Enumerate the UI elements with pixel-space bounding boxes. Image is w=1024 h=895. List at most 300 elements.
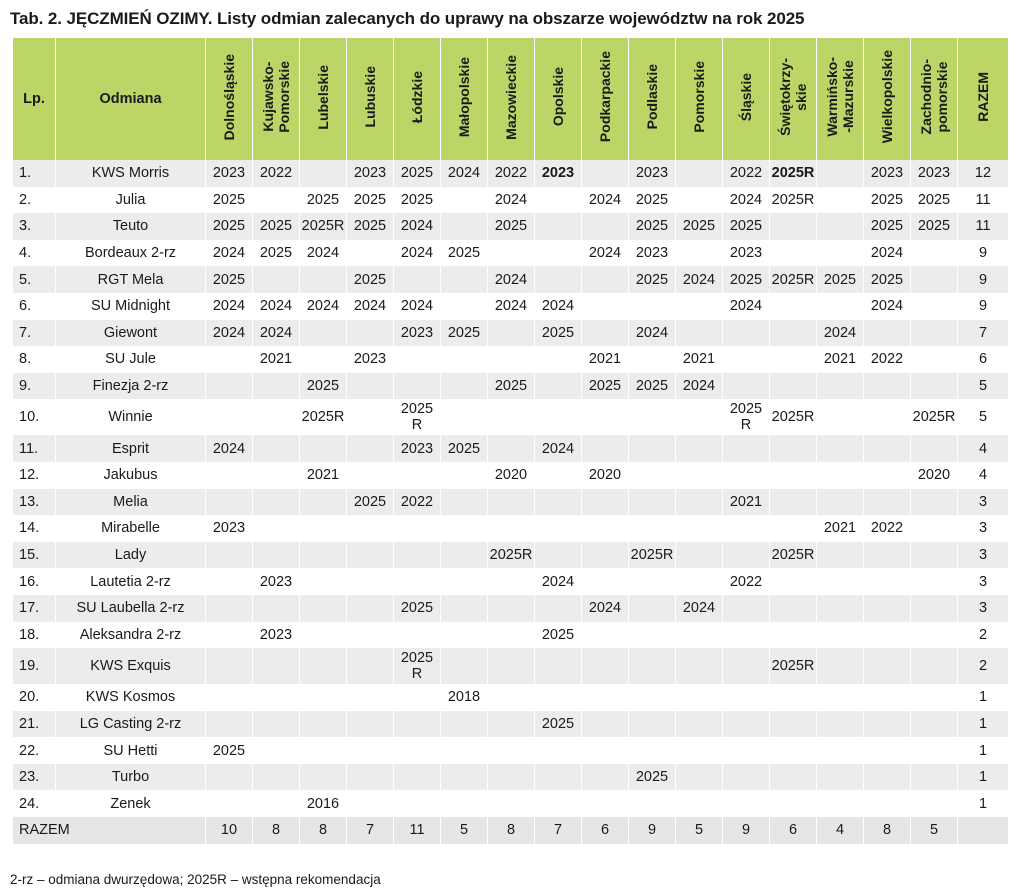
region-cell bbox=[911, 515, 958, 542]
region-cell: 2024 bbox=[441, 160, 488, 187]
table-row bbox=[13, 462, 1009, 489]
region-cell bbox=[535, 373, 582, 400]
summary-cell: 4 bbox=[817, 817, 864, 844]
region-cell: 2023 bbox=[629, 160, 676, 187]
region-cell bbox=[300, 622, 347, 649]
variety-name: Lady bbox=[56, 542, 206, 569]
region-cell bbox=[394, 684, 441, 711]
variety-name: Melia bbox=[56, 489, 206, 516]
region-cell bbox=[911, 240, 958, 267]
header-region bbox=[253, 38, 300, 160]
region-cell bbox=[770, 240, 817, 267]
region-cell: 2021 bbox=[676, 346, 723, 373]
region-cell bbox=[864, 790, 911, 817]
region-cell: 2024 bbox=[206, 240, 253, 267]
region-cell bbox=[770, 462, 817, 489]
region-cell bbox=[864, 764, 911, 791]
region-cell: 2025 bbox=[441, 320, 488, 347]
region-cell bbox=[864, 622, 911, 649]
table-row bbox=[13, 240, 1009, 267]
region-cell bbox=[394, 373, 441, 400]
header-region-label: Małopolskie bbox=[456, 56, 472, 138]
region-cell bbox=[817, 737, 864, 764]
region-cell bbox=[817, 240, 864, 267]
region-cell: 2024 bbox=[394, 240, 441, 267]
region-cell bbox=[535, 266, 582, 293]
variety-name: Bordeaux 2-rz bbox=[56, 240, 206, 267]
region-cell: 2025 bbox=[253, 213, 300, 240]
region-cell bbox=[770, 711, 817, 738]
region-cell bbox=[535, 462, 582, 489]
region-cell: 2023 bbox=[394, 320, 441, 347]
row-number: 2. bbox=[13, 187, 56, 214]
region-cell: 2023 bbox=[347, 346, 394, 373]
region-cell bbox=[770, 684, 817, 711]
variety-name: LG Casting 2-rz bbox=[56, 711, 206, 738]
region-cell: 2025R bbox=[770, 266, 817, 293]
region-cell bbox=[864, 399, 911, 435]
region-cell bbox=[300, 737, 347, 764]
region-cell bbox=[676, 622, 723, 649]
row-number: 6. bbox=[13, 293, 56, 320]
summary-cell: 6 bbox=[582, 817, 629, 844]
region-cell bbox=[911, 435, 958, 462]
region-cell bbox=[911, 568, 958, 595]
region-cell bbox=[300, 515, 347, 542]
region-cell: 2025 bbox=[629, 266, 676, 293]
region-cell bbox=[300, 435, 347, 462]
region-cell bbox=[253, 711, 300, 738]
region-cell: 2025 bbox=[629, 213, 676, 240]
region-cell: 2024 bbox=[206, 320, 253, 347]
table-row bbox=[13, 595, 1009, 622]
region-cell: 2024 bbox=[582, 595, 629, 622]
row-total: 2 bbox=[958, 622, 1009, 649]
region-cell bbox=[676, 648, 723, 684]
region-cell bbox=[676, 568, 723, 595]
region-cell bbox=[253, 435, 300, 462]
header-region-label: Warmińsko- -Mazurskie bbox=[824, 57, 856, 137]
region-cell: 2025 bbox=[911, 213, 958, 240]
region-cell bbox=[817, 622, 864, 649]
region-cell bbox=[864, 373, 911, 400]
region-cell bbox=[253, 684, 300, 711]
region-cell bbox=[441, 213, 488, 240]
region-cell: 2025 bbox=[535, 622, 582, 649]
region-cell bbox=[676, 711, 723, 738]
region-cell bbox=[817, 764, 864, 791]
region-cell: 2025 bbox=[723, 213, 770, 240]
region-cell bbox=[441, 790, 488, 817]
table-row bbox=[13, 399, 1009, 435]
region-cell: 2020 bbox=[488, 462, 535, 489]
region-cell bbox=[441, 489, 488, 516]
region-cell bbox=[676, 737, 723, 764]
region-cell bbox=[488, 684, 535, 711]
region-cell bbox=[676, 320, 723, 347]
region-cell: 2023 bbox=[253, 622, 300, 649]
region-cell: 2024 bbox=[817, 320, 864, 347]
region-cell bbox=[206, 346, 253, 373]
variety-name: Mirabelle bbox=[56, 515, 206, 542]
region-cell: 2025 bbox=[394, 187, 441, 214]
row-number: 3. bbox=[13, 213, 56, 240]
region-cell bbox=[253, 399, 300, 435]
variety-name: Teuto bbox=[56, 213, 206, 240]
footnote: 2-rz – odmiana dwurzędowa; 2025R – wstępna rekomendacja bbox=[10, 872, 381, 887]
row-number: 4. bbox=[13, 240, 56, 267]
summary-cell: 5 bbox=[441, 817, 488, 844]
region-cell bbox=[394, 462, 441, 489]
header-region-label: Łódzkie bbox=[409, 70, 425, 124]
region-cell: 2022 bbox=[488, 160, 535, 187]
region-cell bbox=[347, 764, 394, 791]
region-cell bbox=[770, 568, 817, 595]
region-cell bbox=[629, 489, 676, 516]
region-cell bbox=[300, 160, 347, 187]
region-cell: 2024 bbox=[347, 293, 394, 320]
region-cell bbox=[206, 684, 253, 711]
region-cell bbox=[911, 293, 958, 320]
region-cell bbox=[582, 320, 629, 347]
region-cell bbox=[394, 711, 441, 738]
region-cell: 2025 R bbox=[723, 399, 770, 435]
region-cell bbox=[911, 790, 958, 817]
region-cell bbox=[629, 462, 676, 489]
region-cell bbox=[394, 737, 441, 764]
row-total: 4 bbox=[958, 435, 1009, 462]
table-row bbox=[13, 489, 1009, 516]
region-cell bbox=[347, 684, 394, 711]
region-cell bbox=[723, 648, 770, 684]
header-region-label: Mazowieckie bbox=[503, 54, 519, 140]
region-cell bbox=[629, 790, 676, 817]
header-region bbox=[347, 38, 394, 160]
variety-name: Winnie bbox=[56, 399, 206, 435]
region-cell: 2025 R bbox=[394, 399, 441, 435]
region-cell bbox=[535, 399, 582, 435]
region-cell: 2024 bbox=[676, 373, 723, 400]
region-cell: 2023 bbox=[629, 240, 676, 267]
region-cell bbox=[723, 462, 770, 489]
region-cell: 2025R bbox=[911, 399, 958, 435]
region-cell bbox=[864, 462, 911, 489]
region-cell bbox=[911, 622, 958, 649]
region-cell bbox=[488, 711, 535, 738]
region-cell bbox=[911, 320, 958, 347]
row-number: 10. bbox=[13, 399, 56, 435]
region-cell bbox=[300, 711, 347, 738]
row-number: 15. bbox=[13, 542, 56, 569]
region-cell: 2024 bbox=[535, 293, 582, 320]
region-cell: 2025 bbox=[535, 320, 582, 347]
region-cell bbox=[253, 648, 300, 684]
table-row bbox=[13, 346, 1009, 373]
region-cell bbox=[300, 542, 347, 569]
region-cell: 2020 bbox=[911, 462, 958, 489]
table-row bbox=[13, 648, 1009, 684]
region-cell bbox=[864, 542, 911, 569]
region-cell bbox=[488, 737, 535, 764]
region-cell bbox=[394, 568, 441, 595]
region-cell bbox=[676, 160, 723, 187]
region-cell: 2025R bbox=[300, 213, 347, 240]
region-cell: 2025 bbox=[723, 266, 770, 293]
region-cell bbox=[535, 187, 582, 214]
row-number: 11. bbox=[13, 435, 56, 462]
header-region bbox=[300, 38, 347, 160]
region-cell bbox=[582, 622, 629, 649]
region-cell: 2023 bbox=[394, 435, 441, 462]
region-cell: 2025 bbox=[488, 213, 535, 240]
region-cell bbox=[817, 160, 864, 187]
region-cell bbox=[535, 542, 582, 569]
region-cell bbox=[723, 595, 770, 622]
region-cell bbox=[770, 764, 817, 791]
region-cell bbox=[629, 711, 676, 738]
row-number: 1. bbox=[13, 160, 56, 187]
region-cell bbox=[488, 568, 535, 595]
region-cell bbox=[582, 764, 629, 791]
region-cell bbox=[582, 711, 629, 738]
region-cell bbox=[535, 648, 582, 684]
region-cell bbox=[253, 542, 300, 569]
region-cell bbox=[253, 737, 300, 764]
region-cell bbox=[347, 542, 394, 569]
row-total: 1 bbox=[958, 764, 1009, 791]
variety-name: KWS Morris bbox=[56, 160, 206, 187]
region-cell bbox=[535, 737, 582, 764]
header-region bbox=[206, 38, 253, 160]
region-cell: 2025 bbox=[394, 160, 441, 187]
header-region-label: Wielkopolskie bbox=[879, 50, 895, 144]
row-total: 3 bbox=[958, 489, 1009, 516]
region-cell bbox=[864, 648, 911, 684]
region-cell bbox=[206, 542, 253, 569]
table-row bbox=[13, 764, 1009, 791]
region-cell: 2024 bbox=[723, 187, 770, 214]
variety-name: KWS Kosmos bbox=[56, 684, 206, 711]
header-region-label: Kujawsko- Pomorskie bbox=[260, 61, 292, 133]
region-cell bbox=[347, 595, 394, 622]
region-cell bbox=[347, 399, 394, 435]
region-cell bbox=[582, 542, 629, 569]
region-cell bbox=[441, 568, 488, 595]
variety-name: Julia bbox=[56, 187, 206, 214]
header-region bbox=[535, 38, 582, 160]
region-cell: 2025 bbox=[535, 711, 582, 738]
header-region bbox=[864, 38, 911, 160]
region-cell bbox=[582, 266, 629, 293]
row-total: 1 bbox=[958, 711, 1009, 738]
region-cell bbox=[535, 684, 582, 711]
variety-name: SU Midnight bbox=[56, 293, 206, 320]
region-cell bbox=[441, 711, 488, 738]
region-cell bbox=[535, 595, 582, 622]
region-cell bbox=[676, 764, 723, 791]
region-cell bbox=[676, 684, 723, 711]
region-cell: 2025 bbox=[864, 266, 911, 293]
region-cell bbox=[253, 462, 300, 489]
row-total: 1 bbox=[958, 737, 1009, 764]
region-cell: 2023 bbox=[535, 160, 582, 187]
region-cell: 2024 bbox=[723, 293, 770, 320]
variety-name: SU Laubella 2-rz bbox=[56, 595, 206, 622]
region-cell bbox=[911, 764, 958, 791]
header-region-label: Zachodnio- pomorskie bbox=[918, 59, 950, 135]
variety-name: KWS Exquis bbox=[56, 648, 206, 684]
region-cell bbox=[817, 293, 864, 320]
table-row bbox=[13, 213, 1009, 240]
region-cell bbox=[723, 515, 770, 542]
header-region-label: Podkarpackie bbox=[597, 51, 613, 143]
region-cell bbox=[864, 711, 911, 738]
variety-name: Lautetia 2-rz bbox=[56, 568, 206, 595]
row-total: 2 bbox=[958, 648, 1009, 684]
region-cell bbox=[488, 320, 535, 347]
region-cell: 2025 bbox=[629, 187, 676, 214]
region-cell bbox=[676, 462, 723, 489]
region-cell: 2025R bbox=[770, 160, 817, 187]
row-total: 1 bbox=[958, 790, 1009, 817]
region-cell: 2023 bbox=[723, 240, 770, 267]
header-total-label: RAZEM bbox=[975, 72, 991, 122]
region-cell: 2016 bbox=[300, 790, 347, 817]
region-cell: 2023 bbox=[347, 160, 394, 187]
region-cell bbox=[817, 187, 864, 214]
region-cell bbox=[253, 515, 300, 542]
region-cell bbox=[817, 435, 864, 462]
region-cell bbox=[770, 489, 817, 516]
region-cell: 2024 bbox=[394, 213, 441, 240]
region-cell bbox=[488, 346, 535, 373]
summary-cell: 7 bbox=[535, 817, 582, 844]
region-cell bbox=[911, 489, 958, 516]
header-variety: Odmiana bbox=[56, 38, 206, 160]
region-cell bbox=[817, 595, 864, 622]
row-number: 20. bbox=[13, 684, 56, 711]
region-cell bbox=[535, 790, 582, 817]
region-cell: 2025 bbox=[347, 266, 394, 293]
region-cell bbox=[629, 435, 676, 462]
region-cell bbox=[864, 684, 911, 711]
region-cell bbox=[347, 568, 394, 595]
header-region-label: Lubuskie bbox=[362, 66, 378, 128]
region-cell: 2024 bbox=[488, 266, 535, 293]
region-cell bbox=[347, 515, 394, 542]
region-cell bbox=[347, 462, 394, 489]
region-cell bbox=[582, 213, 629, 240]
region-cell: 2018 bbox=[441, 684, 488, 711]
region-cell: 2021 bbox=[723, 489, 770, 516]
header-region bbox=[582, 38, 629, 160]
region-cell bbox=[582, 435, 629, 462]
variety-name: Giewont bbox=[56, 320, 206, 347]
summary-row bbox=[13, 817, 1009, 844]
region-cell bbox=[864, 595, 911, 622]
region-cell bbox=[441, 648, 488, 684]
variety-name: Turbo bbox=[56, 764, 206, 791]
region-cell: 2022 bbox=[723, 568, 770, 595]
summary-cell: 8 bbox=[864, 817, 911, 844]
region-cell bbox=[582, 568, 629, 595]
region-cell bbox=[206, 648, 253, 684]
region-cell: 2024 bbox=[300, 293, 347, 320]
region-cell bbox=[770, 293, 817, 320]
region-cell bbox=[676, 187, 723, 214]
region-cell: 2025 bbox=[300, 187, 347, 214]
table-body bbox=[13, 160, 1009, 844]
region-cell bbox=[770, 435, 817, 462]
header-region-label: Opolskie bbox=[550, 67, 566, 127]
region-cell bbox=[723, 320, 770, 347]
table-row bbox=[13, 790, 1009, 817]
region-cell bbox=[676, 293, 723, 320]
region-cell bbox=[394, 790, 441, 817]
row-total: 9 bbox=[958, 266, 1009, 293]
region-cell bbox=[676, 542, 723, 569]
header-row bbox=[13, 38, 1009, 160]
region-cell bbox=[394, 515, 441, 542]
summary-total bbox=[958, 817, 1009, 844]
region-cell bbox=[770, 622, 817, 649]
summary-cell: 9 bbox=[629, 817, 676, 844]
summary-cell: 9 bbox=[723, 817, 770, 844]
region-cell bbox=[488, 648, 535, 684]
region-cell: 2024 bbox=[864, 240, 911, 267]
row-number: 22. bbox=[13, 737, 56, 764]
region-cell bbox=[723, 790, 770, 817]
region-cell bbox=[441, 346, 488, 373]
header-region-label: Podlaskie bbox=[644, 64, 660, 130]
region-cell: 2023 bbox=[253, 568, 300, 595]
region-cell bbox=[206, 399, 253, 435]
summary-cell: 11 bbox=[394, 817, 441, 844]
summary-cell: 8 bbox=[300, 817, 347, 844]
row-number: 14. bbox=[13, 515, 56, 542]
region-cell bbox=[582, 293, 629, 320]
region-cell bbox=[441, 515, 488, 542]
region-cell bbox=[911, 648, 958, 684]
region-cell: 2025 bbox=[253, 240, 300, 267]
row-number: 23. bbox=[13, 764, 56, 791]
region-cell bbox=[723, 764, 770, 791]
region-cell: 2021 bbox=[300, 462, 347, 489]
region-cell bbox=[441, 293, 488, 320]
summary-cell: 5 bbox=[911, 817, 958, 844]
region-cell bbox=[911, 684, 958, 711]
region-cell bbox=[300, 346, 347, 373]
table-row bbox=[13, 435, 1009, 462]
variety-name: RGT Mela bbox=[56, 266, 206, 293]
region-cell: 2023 bbox=[911, 160, 958, 187]
region-cell bbox=[347, 648, 394, 684]
region-cell: 2025 bbox=[582, 373, 629, 400]
region-cell bbox=[206, 489, 253, 516]
header-region-label: Świętokrzy- skie bbox=[777, 58, 809, 136]
region-cell: 2024 bbox=[676, 595, 723, 622]
region-cell bbox=[817, 373, 864, 400]
region-cell bbox=[582, 515, 629, 542]
region-cell: 2025 bbox=[629, 373, 676, 400]
region-cell bbox=[300, 568, 347, 595]
region-cell bbox=[206, 595, 253, 622]
region-cell bbox=[770, 346, 817, 373]
region-cell: 2025R bbox=[770, 542, 817, 569]
region-cell: 2025 bbox=[300, 373, 347, 400]
region-cell: 2025 bbox=[911, 187, 958, 214]
region-cell bbox=[723, 373, 770, 400]
